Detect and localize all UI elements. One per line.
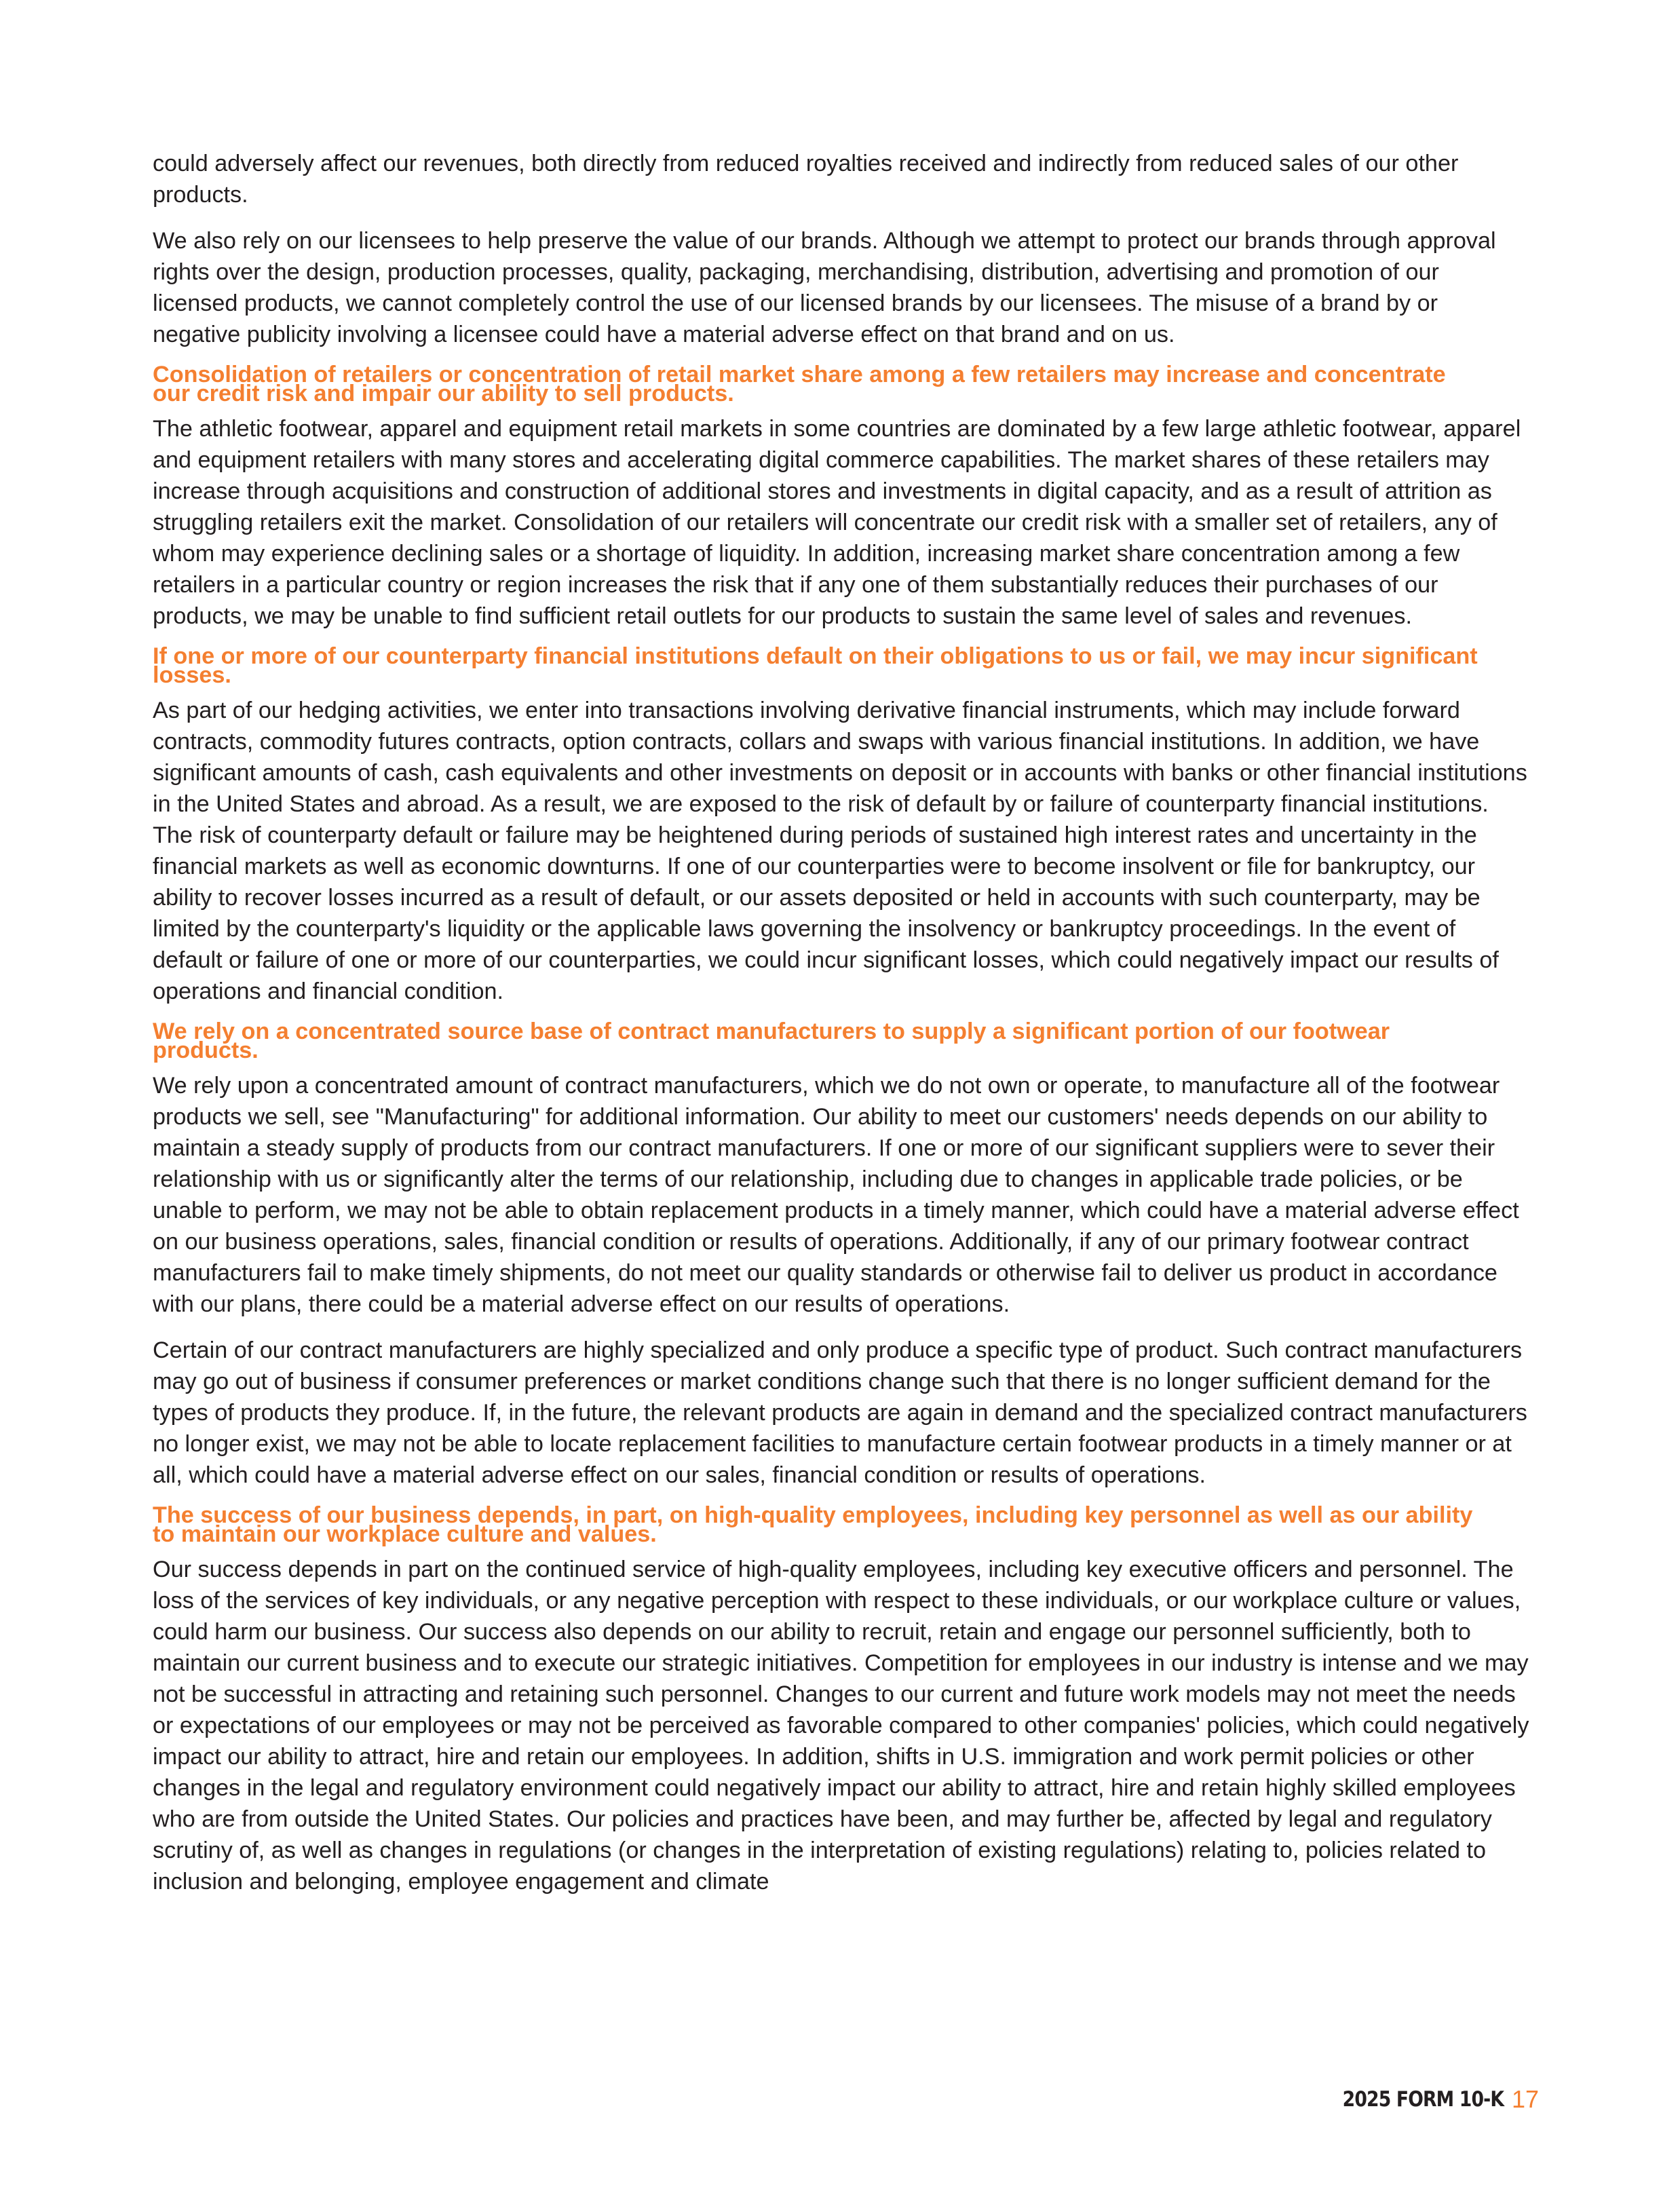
body-paragraph: could adversely affect our revenues, both directly from reduced royalties received and indirectly from reduced sales of our other products. (153, 151, 1459, 208)
form-label: 2025 FORM 10-K (1342, 2087, 1504, 2112)
body-paragraph: The athletic footwear, apparel and equipment retail markets in some countries are dominated by a few large athletic footwear, apparel and equipment retailers with many stores and accelerating digital commerce capabilities. The market shares of these retailers may increase through acquisitions and construction of additional stores and investments in digital capacity, and as a result of attrition as struggling retailers exit the market. Consolidation of our retailers will concentrate our credit risk with a smaller set of retailers, any of whom may experience declining sales or a shortage of liquidity. In addition, increasing market share concentration among a few retailers in a particular country or region increases the risk that if any one of them substantially reduces their purchases of our products, we may be unable to find sufficient retail outlets for our products to sustain the same level of sales and revenues. (153, 416, 1521, 629)
heading-line: losses. (153, 662, 231, 688)
heading-line: The success of our business depends, in part, on high-quality employees, including key personnel as well as our ability (153, 1502, 1473, 1528)
document-body (153, 148, 1530, 1912)
section-heading (153, 643, 1530, 688)
risk-section (153, 362, 1530, 632)
body-paragraph: Certain of our contract manufacturers are highly specialized and only produce a specific type of product. Such contract manufacturers may go out of business if consumer preferences or market conditions change such that there is no longer sufficient demand for the types of products they produce. If, in the future, the relevant products are again in demand and the specialized contract manufacturers no longer exist, we may not be able to locate replacement facilities to manufacture certain footwear products in a timely manner or at all, which could have a material adverse effect on our sales, financial condition or results of operations. (153, 1337, 1527, 1488)
body-paragraph: We also rely on our licensees to help preserve the value of our brands. Although we attempt to protect our brands through approval rights over the design, production processes, quality, packaging, merchandising, distribution, advertising and promotion of our licensed products, we cannot completely control the use of our licensed brands by our licensees. The misuse of a brand by or negative publicity involving a licensee could have a material adverse effect on that brand and on us. (153, 228, 1496, 347)
section-heading (153, 1502, 1530, 1547)
body-paragraph: As part of our hedging activities, we enter into transactions involving derivative financial instruments, which may include forward contracts, commodity futures contracts, option contracts, collars and swaps with various financial institutions. In addition, we have significant amounts of cash, cash equivalents and other investments on deposit or in accounts with banks or other financial institutions in the United States and abroad. As a result, we are exposed to the risk of default by or failure of counterparty financial institutions. The risk of counterparty default or failure may be heightened during periods of sustained high interest rates and uncertainty in the financial markets as well as economic downturns. If one of our counterparties were to become insolvent or file for bankruptcy, our ability to recover losses incurred as a result of default, or our assets deposited or held in accounts with such counterparty, may be limited by the counterparty's liquidity or the applicable laws governing the insolvency or bankruptcy proceedings. In the event of default or failure of one or more of our counterparties, we could incur significant losses, which could negatively impact our results of operations and financial condition. (153, 698, 1527, 1004)
body-paragraph: Our success depends in part on the continued service of high-quality employees, including key executive officers and personnel. The loss of the services of key individuals, or any negative perception with respect to these individuals, or our workplace culture or values, could harm our business. Our success also depends on our ability to recruit, retain and engage our personnel sufficiently, both to maintain our current business and to execute our strategic initiatives. Competition for employees in our industry is intense and we may not be successful in attracting and retaining such personnel. Changes to our current and future work models may not meet the needs or expectations of our employees or may not be perceived as favorable compared to other companies' policies, which could negatively impact our ability to attract, hire and retain our employees. In addition, shifts in U.S. immigration and work permit policies or other changes in the legal and regulatory environment could negatively impact our ability to attract, hire and retain highly skilled employees who are from outside the United States. Our policies and practices have been, and may further be, affected by legal and regulatory scrutiny of, as well as changes in regulations (or changes in the interpretation of existing regulations) relating to, policies related to inclusion and belonging, employee engagement and climate (153, 1557, 1529, 1895)
heading-line: products. (153, 1038, 259, 1063)
heading-line: If one or more of our counterparty financial institutions default on their obligations to us or fail, we may incur significant (153, 643, 1478, 669)
risk-section (153, 643, 1530, 1007)
risk-section (153, 1502, 1530, 1897)
section-heading (153, 1019, 1530, 1063)
risk-section (153, 1019, 1530, 1491)
heading-line: to maintain our workplace culture and values. (153, 1521, 657, 1547)
heading-line: We rely on a concentrated source base of contract manufacturers to supply a significant portion of our footwear (153, 1019, 1390, 1044)
section-heading (153, 362, 1530, 406)
heading-line: our credit risk and impair our ability to sell products. (153, 381, 734, 406)
body-paragraph: We rely upon a concentrated amount of contract manufacturers, which we do not own or operate, to manufacture all of the footwear products we sell, see "Manufacturing" for additional information. Our ability to meet our customers' needs depends on our ability to maintain a steady supply of products from our contract manufacturers. If one or more of our significant suppliers were to sever their relationship with us or significantly alter the terms of our relationship, including due to changes in applicable trade policies, or be unable to perform, we may not be able to obtain replacement products in a timely manner, which could have a material adverse effect on our business operations, sales, financial condition or results of operations. Additionally, if any of our primary footwear contract manufacturers fail to make timely shipments, do not meet our quality standards or otherwise fail to deliver us product in accordance with our plans, there could be a material adverse effect on our results of operations. (153, 1073, 1519, 1317)
page-number: 17 (1511, 2085, 1539, 2113)
page-footer (1316, 2083, 1539, 2116)
heading-line: Consolidation of retailers or concentration of retail market share among a few retailers may increase and concentrate (153, 362, 1446, 387)
